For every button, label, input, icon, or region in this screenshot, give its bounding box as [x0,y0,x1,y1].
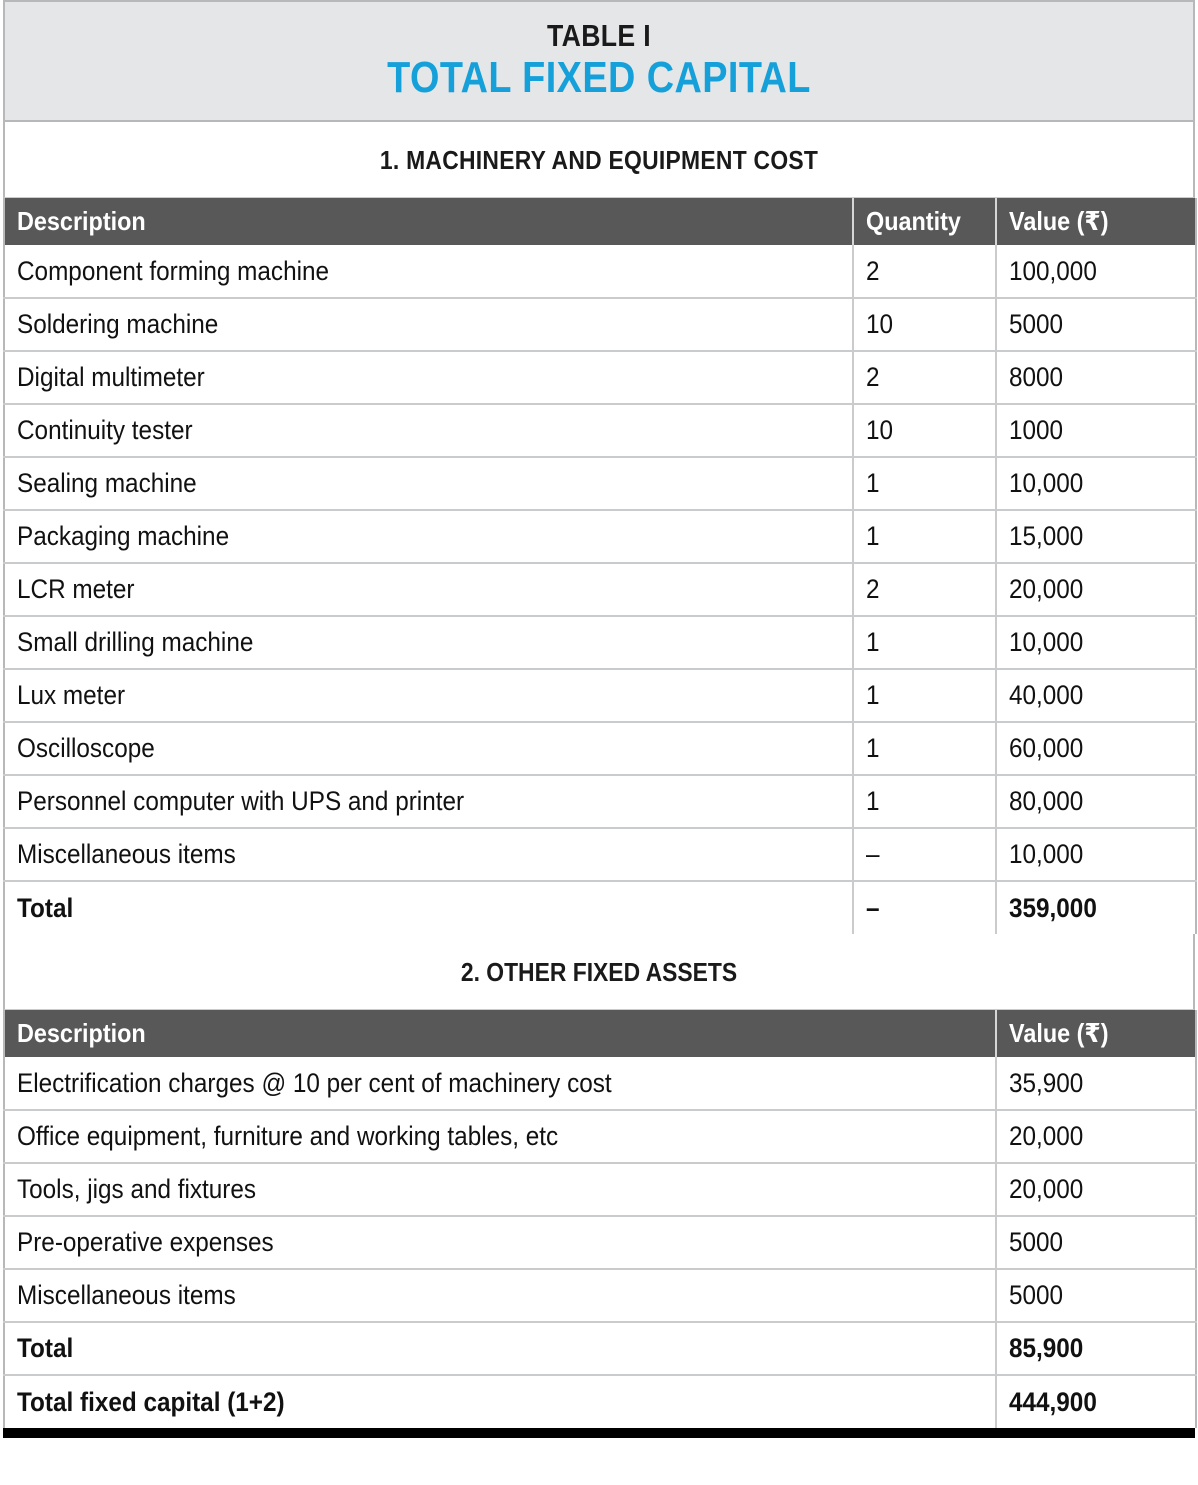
cell-quantity: 1 [853,775,996,828]
cell-value: 5000 [996,1216,1196,1269]
table-row [4,722,1196,775]
cell-quantity: 1 [853,616,996,669]
column-header-value-text: Value (₹) [1009,1018,1109,1048]
cell-description: Packaging machine [4,510,853,563]
cell-value: 85,900 [996,1322,1196,1375]
column-header-quantity-text: Quantity [866,206,961,236]
table-row [4,351,1196,404]
cell-value: 5000 [996,298,1196,351]
section-2-heading-text: 2. OTHER FIXED ASSETS [460,957,738,987]
section-1-heading-text: 1. MACHINERY AND EQUIPMENT COST [379,145,819,175]
cell-description: Miscellaneous items [4,1269,996,1322]
table-number: TABLE I [546,18,652,53]
cell-value: 35,900 [996,1057,1196,1110]
cell-value: 100,000 [996,245,1196,298]
column-header-value [996,198,1196,245]
cell-description: Miscellaneous items [4,828,853,881]
cell-quantity: – [853,881,996,934]
cell-description: Total [4,1322,996,1375]
table-row [4,245,1196,298]
cell-value: 60,000 [996,722,1196,775]
column-header-description-text: Description [17,1018,146,1048]
cell-value: 20,000 [996,1163,1196,1216]
cell-quantity: 1 [853,722,996,775]
cell-value: 10,000 [996,828,1196,881]
table-row [4,510,1196,563]
cell-description: Tools, jigs and fixtures [4,1163,996,1216]
bottom-rule [3,1428,1195,1438]
table-row [4,1057,1196,1110]
cell-quantity: 10 [853,404,996,457]
column-header-description [4,198,853,245]
section-1-heading [3,122,1195,198]
cell-description: Component forming machine [4,245,853,298]
table-title-band [3,0,1195,122]
cell-description: Lux meter [4,669,853,722]
cell-value: 10,000 [996,457,1196,510]
cell-quantity: – [853,828,996,881]
cell-description: LCR meter [4,563,853,616]
cell-description: Sealing machine [4,457,853,510]
cell-value: 40,000 [996,669,1196,722]
table-row [4,616,1196,669]
cell-description: Soldering machine [4,298,853,351]
cell-quantity: 10 [853,298,996,351]
table-row [4,1269,1196,1322]
cell-value: 15,000 [996,510,1196,563]
cell-value: 20,000 [996,1110,1196,1163]
cell-description: Office equipment, furniture and working tables, etc [4,1110,996,1163]
section-2-heading [3,934,1195,1010]
cell-description: Digital multimeter [4,351,853,404]
table-row [4,298,1196,351]
table-row [4,457,1196,510]
cell-description: Total fixed capital (1+2) [4,1375,996,1428]
section-2-table [3,1010,1197,1428]
cell-quantity: 1 [853,457,996,510]
section-2-header-row [4,1010,1196,1057]
cell-value: 10,000 [996,616,1196,669]
cell-value: 1000 [996,404,1196,457]
cell-quantity: 1 [853,669,996,722]
cell-value: 5000 [996,1269,1196,1322]
tail-spacer [0,1438,1198,1455]
cell-description: Continuity tester [4,404,853,457]
grand-total-row [4,1375,1196,1428]
cell-description: Small drilling machine [4,616,853,669]
cell-description: Total [4,881,853,934]
table-row [4,563,1196,616]
table-row [4,775,1196,828]
table-row [4,828,1196,881]
cell-quantity: 2 [853,245,996,298]
cell-description: Personnel computer with UPS and printer [4,775,853,828]
cell-description: Pre-operative expenses [4,1216,996,1269]
cell-value: 444,900 [996,1375,1196,1428]
cell-value: 20,000 [996,563,1196,616]
column-header-quantity [853,198,996,245]
column-header-description [4,1010,996,1057]
cell-quantity: 2 [853,351,996,404]
cell-description: Electrification charges @ 10 per cent of machinery cost [4,1057,996,1110]
section-1-total-row [4,881,1196,934]
table-title: TOTAL FIXED CAPITAL [387,52,811,102]
total-fixed-capital-table [3,0,1195,1428]
section-1-table [3,198,1197,934]
column-header-value-text: Value (₹) [1009,206,1109,236]
cell-description: Oscilloscope [4,722,853,775]
table-row [4,404,1196,457]
cell-value: 80,000 [996,775,1196,828]
table-row [4,1163,1196,1216]
section-1-header-row [4,198,1196,245]
cell-value: 8000 [996,351,1196,404]
cell-value: 359,000 [996,881,1196,934]
table-row [4,669,1196,722]
table-row [4,1216,1196,1269]
column-header-value [996,1010,1196,1057]
table-row [4,1110,1196,1163]
column-header-description-text: Description [17,206,146,236]
section-2-total-row [4,1322,1196,1375]
cell-quantity: 1 [853,510,996,563]
cell-quantity: 2 [853,563,996,616]
